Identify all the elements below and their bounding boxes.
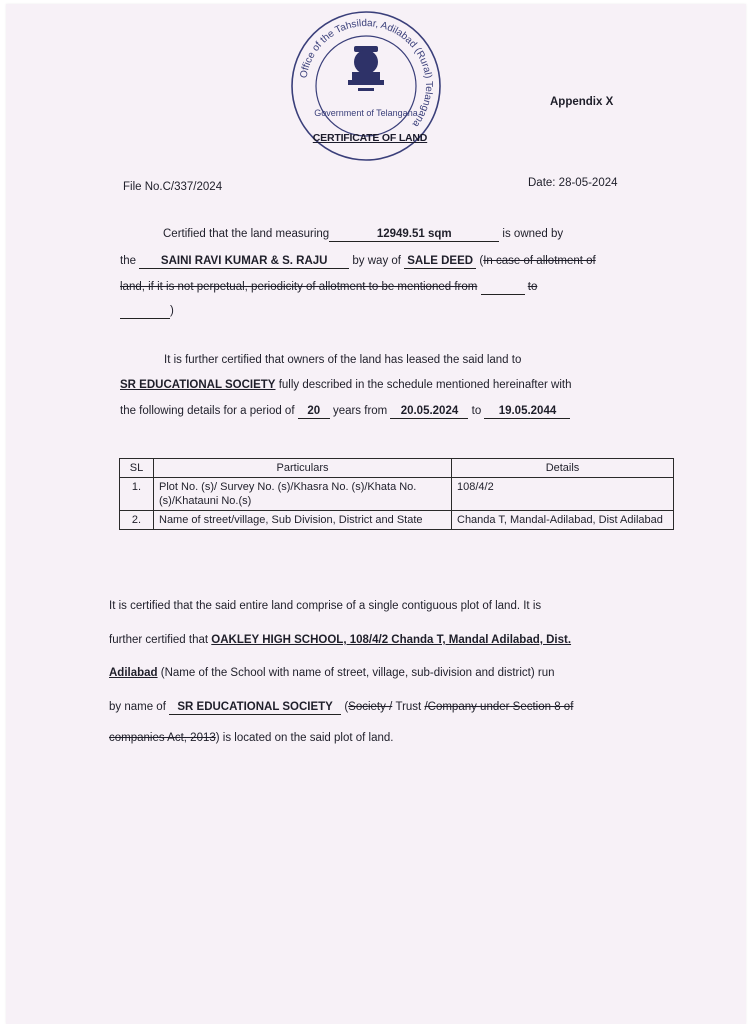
para3-text: ) is located on the said plot of land. [215, 732, 394, 744]
para1-text: Certified that the land measuring [163, 228, 330, 240]
para3-line1: It is certified that the said entire land comprise of a single contiguous plot of land. It is [109, 600, 542, 612]
land-measure-value: 12949.51 sqm [329, 227, 499, 242]
para2-line1: It is further certified that owners of the land has leased the said land to [164, 354, 522, 366]
para1-text: by way of [352, 255, 401, 267]
para3-text: ( [344, 701, 349, 713]
row-sl: 2. [120, 511, 154, 530]
header-details: Details [452, 459, 674, 478]
seal-caption: CERTIFICATE OF LAND [312, 132, 428, 144]
row-particulars: Name of street/village, Sub Division, District and State [154, 511, 452, 530]
school-name-cont: Adilabad [109, 667, 158, 679]
para3-line4 [109, 700, 573, 715]
para3-text: by name of [109, 701, 166, 713]
deed-type: SALE DEED [404, 254, 476, 269]
para1-text: ) [170, 305, 174, 317]
para2-line3 [120, 404, 570, 419]
school-name: OAKLEY HIGH SCHOOL, 108/4/2 Chanda T, Mandal Adilabad, Dist. [211, 634, 572, 646]
lease-years: 20 [298, 404, 330, 419]
para2-line2 [120, 378, 571, 392]
struck-text: to [527, 281, 538, 293]
header-sl: SL [120, 459, 154, 478]
para2-text: fully described in the schedule mentioned hereinafter with [278, 379, 572, 391]
header-particulars: Particulars [154, 459, 452, 478]
table-header-row [120, 459, 674, 478]
para1-text: ( [479, 255, 484, 267]
table-row [120, 511, 674, 530]
row-details: Chanda T, Mandal-Adilabad, Dist Adilabad [452, 511, 674, 530]
blank-from [481, 280, 525, 295]
para3-text: further certified that [109, 634, 209, 646]
land-details-table [119, 458, 674, 530]
para3-line3 [109, 666, 555, 680]
appendix-label: Appendix X [550, 96, 614, 108]
para1-text: is owned by [502, 228, 564, 240]
para3-line5 [109, 731, 394, 745]
owners-name: SAINI RAVI KUMAR & S. RAJU [139, 254, 349, 269]
running-society: SR EDUCATIONAL SOCIETY [169, 700, 341, 715]
para1-line4 [120, 304, 174, 319]
table-row [120, 478, 674, 511]
certificate-date: Date: 28-05-2024 [528, 177, 618, 189]
svg-text:Office of the Tahsildar, Adila: Office of the Tahsildar, Adilabad (Rural) Telangana [298, 17, 435, 130]
row-details: 108/4/2 [452, 478, 674, 511]
trust-text: Trust [395, 701, 422, 713]
struck-text: In case of allotment of [483, 255, 596, 267]
struck-text: Society / [348, 701, 393, 713]
para2-text: years from [332, 405, 388, 417]
para1-line1 [163, 227, 563, 242]
para1-text: the [120, 255, 136, 267]
row-particulars: Plot No. (s)/ Survey No. (s)/Khasra No. (s)/Khata No.(s)/Khatauni No.(s) [154, 478, 452, 511]
para1-line2 [120, 254, 596, 269]
blank-to [120, 304, 170, 319]
para2-text: to [471, 405, 482, 417]
para2-text: the following details for a period of [120, 405, 295, 417]
struck-text: land, if it is not perpetual, periodicity of allotment to be mentioned from [120, 281, 478, 293]
para3-line2 [109, 633, 571, 647]
para1-line3 [120, 280, 537, 295]
row-sl: 1. [120, 478, 154, 511]
lessee-society: SR EDUCATIONAL SOCIETY [120, 379, 276, 391]
svg-text:Government of Telangana: Government of Telangana [314, 108, 418, 118]
lease-from-date: 20.05.2024 [390, 404, 468, 419]
certificate-page [6, 4, 746, 1024]
para3-text: (Name of the School with name of street, village, sub-division and district) run [160, 667, 555, 679]
struck-text: /Company under Section 8 of [424, 701, 574, 713]
file-number: File No.C/337/2024 [123, 181, 223, 193]
lease-to-date: 19.05.2044 [484, 404, 570, 419]
struck-text: companies Act, 2013 [109, 732, 216, 744]
